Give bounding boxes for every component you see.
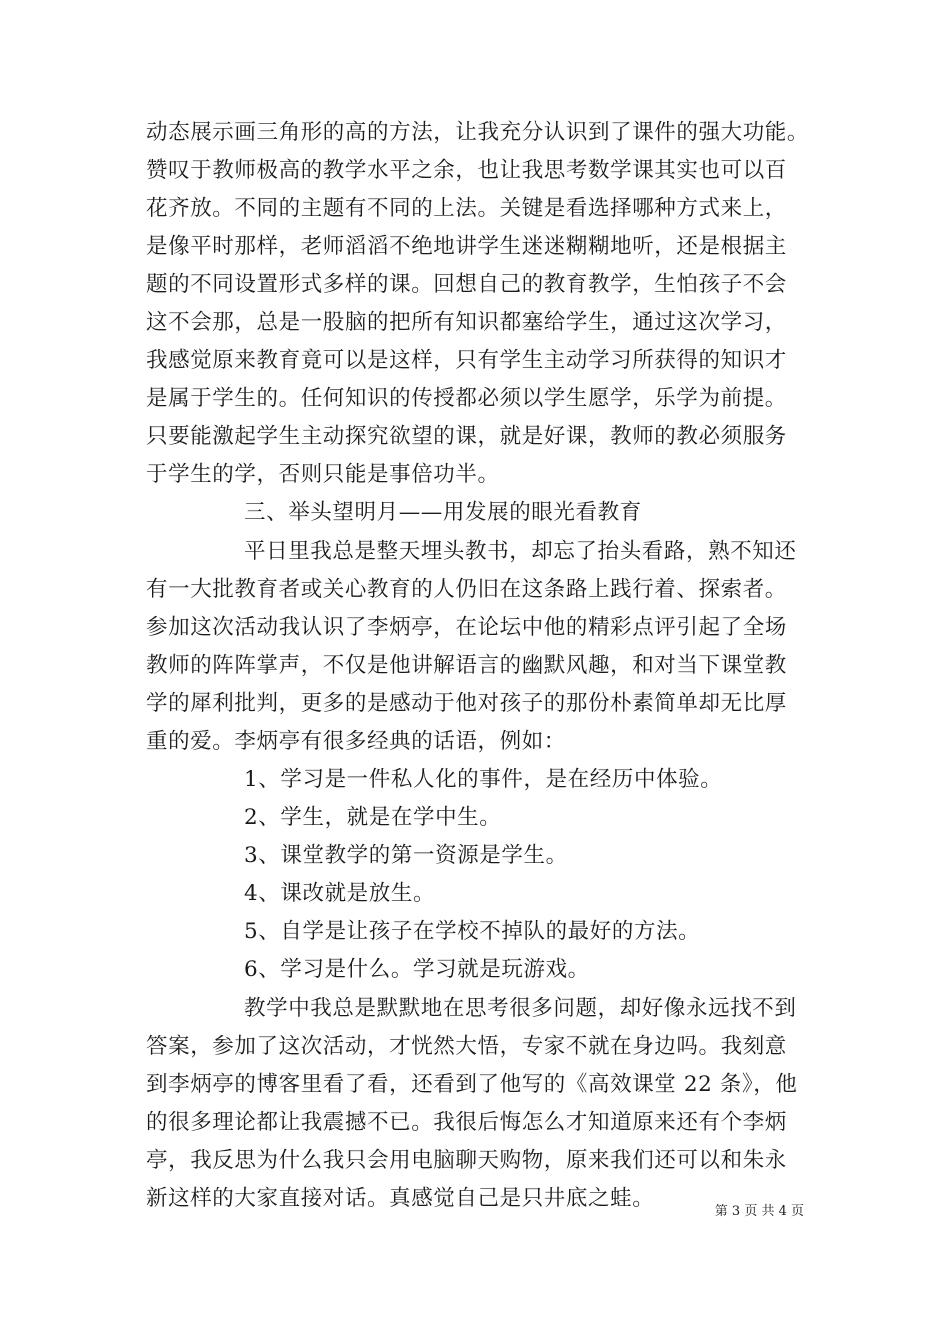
list-item: 5、自学是让孩子在学校不掉队的最好的方法。: [244, 919, 701, 944]
body-line: 只要能激起学生主动探究欲望的课，就是好课，教师的教必须服务: [146, 424, 787, 449]
body-line: 教师的阵阵掌声，不仅是他讲解语言的幽默风趣，和对当下课堂教: [146, 653, 787, 678]
list-item: 6、学习是什么。学习就是玩游戏。: [244, 957, 590, 982]
body-line: 学的犀利批判，更多的是感动于他对孩子的那份朴素简单却无比厚: [146, 691, 787, 716]
body-line: 参加这次活动我认识了李炳亭，在论坛中他的精彩点评引起了全场: [146, 615, 787, 640]
list-item: 1、学习是一件私人化的事件，是在经历中体验。: [244, 767, 723, 792]
body-line: 题的不同设置形式多样的课。回想自己的教育教学，生怕孩子不会: [146, 272, 787, 297]
body-line: 有一大批教育者或关心教育的人仍旧在这条路上践行着、探索者。: [146, 577, 787, 602]
body-line: 花齐放。不同的主题有不同的上法。关键是看选择哪种方式来上，: [146, 196, 787, 221]
list-item: 2、学生，就是在学中生。: [244, 805, 502, 830]
body-line: 我感觉原来教育竟可以是这样，只有学生主动学习所获得的知识才: [146, 348, 787, 373]
body-line: 重的爱。李炳亭有很多经典的话语，例如：: [146, 729, 566, 754]
list-item: 4、课改就是放生。: [244, 881, 436, 906]
page-number: 第 3 页 共 4 页: [714, 1204, 804, 1219]
body-line: 动态展示画三角形的高的方法，让我充分认识到了课件的强大功能。: [146, 120, 810, 145]
body-line: 新这样的大家直接对话。真感觉自己是只井底之蛙。: [146, 1186, 655, 1211]
paragraph-first-line: 平日里我总是整天埋头教书，却忘了抬头看路，熟不知还: [244, 539, 797, 564]
body-line: 是属于学生的。任何知识的传授都必须以学生愿学，乐学为前提。: [146, 386, 787, 411]
paragraph-first-line: 教学中我总是默默地在思考很多问题，却好像永远找不到: [244, 996, 797, 1021]
body-line: 这不会那，总是一股脑的把所有知识都塞给学生，通过这次学习，: [146, 310, 787, 335]
body-line: 到李炳亭的博客里看了看，还看到了他写的《高效课堂 22 条》，他: [146, 1072, 798, 1097]
section-heading: 三、举头望明月——用发展的眼光看教育: [244, 500, 642, 525]
body-line: 是像平时那样，老师滔滔不绝地讲学生迷迷糊糊地听，还是根据主: [146, 234, 787, 259]
body-line: 于学生的学，否则只能是事倍功半。: [146, 462, 500, 487]
body-line: 赞叹于教师极高的教学水平之余，也让我思考数学课其实也可以百: [146, 158, 787, 183]
list-item: 3、课堂教学的第一资源是学生。: [244, 843, 568, 868]
body-line: 答案，参加了这次活动，才恍然大悟，专家不就在身边吗。我刻意: [146, 1034, 787, 1059]
body-line: 亭，我反思为什么我只会用电脑聊天购物，原来我们还可以和朱永: [146, 1148, 787, 1173]
body-line: 的很多理论都让我震撼不已。我很后悔怎么才知道原来还有个李炳: [146, 1110, 787, 1135]
